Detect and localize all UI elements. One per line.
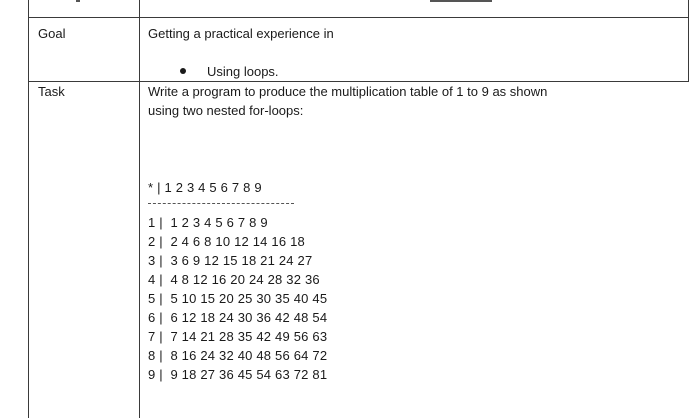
- table-header: * | 1 2 3 4 5 6 7 8 9: [148, 180, 262, 195]
- table-left-border: [28, 0, 29, 418]
- goal-bullet-item: [180, 64, 279, 80]
- goal-label: Goal: [38, 26, 66, 41]
- table-row: 7 | 7 14 21 28 35 42 49 56 63: [148, 329, 328, 344]
- goal-bullet-text: Using loops.: [207, 64, 279, 79]
- goal-description: Getting a practical experience in: [148, 26, 334, 41]
- table-row: 1 | 1 2 3 4 5 6 7 8 9: [148, 215, 268, 230]
- cropped-text-fragment: [76, 0, 80, 2]
- table-top-border: [28, 17, 689, 18]
- table-row-divider: [28, 81, 689, 82]
- multiplication-table: [148, 213, 327, 384]
- table-row: 9 | 9 18 27 36 45 54 63 72 81: [148, 367, 328, 382]
- task-description-line1: Write a program to produce the multiplication table of 1 to 9 as shown: [148, 84, 548, 99]
- task-description-line2: using two nested for-loops:: [148, 103, 304, 118]
- table-row: 2 | 2 4 6 8 10 12 14 16 18: [148, 234, 305, 249]
- bullet-icon: [180, 68, 186, 74]
- table-row: 5 | 5 10 15 20 25 30 35 40 45: [148, 291, 328, 306]
- table-row: 6 | 6 12 18 24 30 36 42 48 54: [148, 310, 328, 325]
- cropped-text-fragment: [430, 0, 492, 2]
- table-separator: [148, 203, 294, 204]
- table-column-divider: [139, 0, 140, 418]
- table-row: 3 | 3 6 9 12 15 18 21 24 27: [148, 253, 313, 268]
- table-right-border: [688, 0, 689, 82]
- table-row: 8 | 8 16 24 32 40 48 56 64 72: [148, 348, 328, 363]
- task-label: Task: [38, 84, 65, 99]
- table-row: 4 | 4 8 12 16 20 24 28 32 36: [148, 272, 320, 287]
